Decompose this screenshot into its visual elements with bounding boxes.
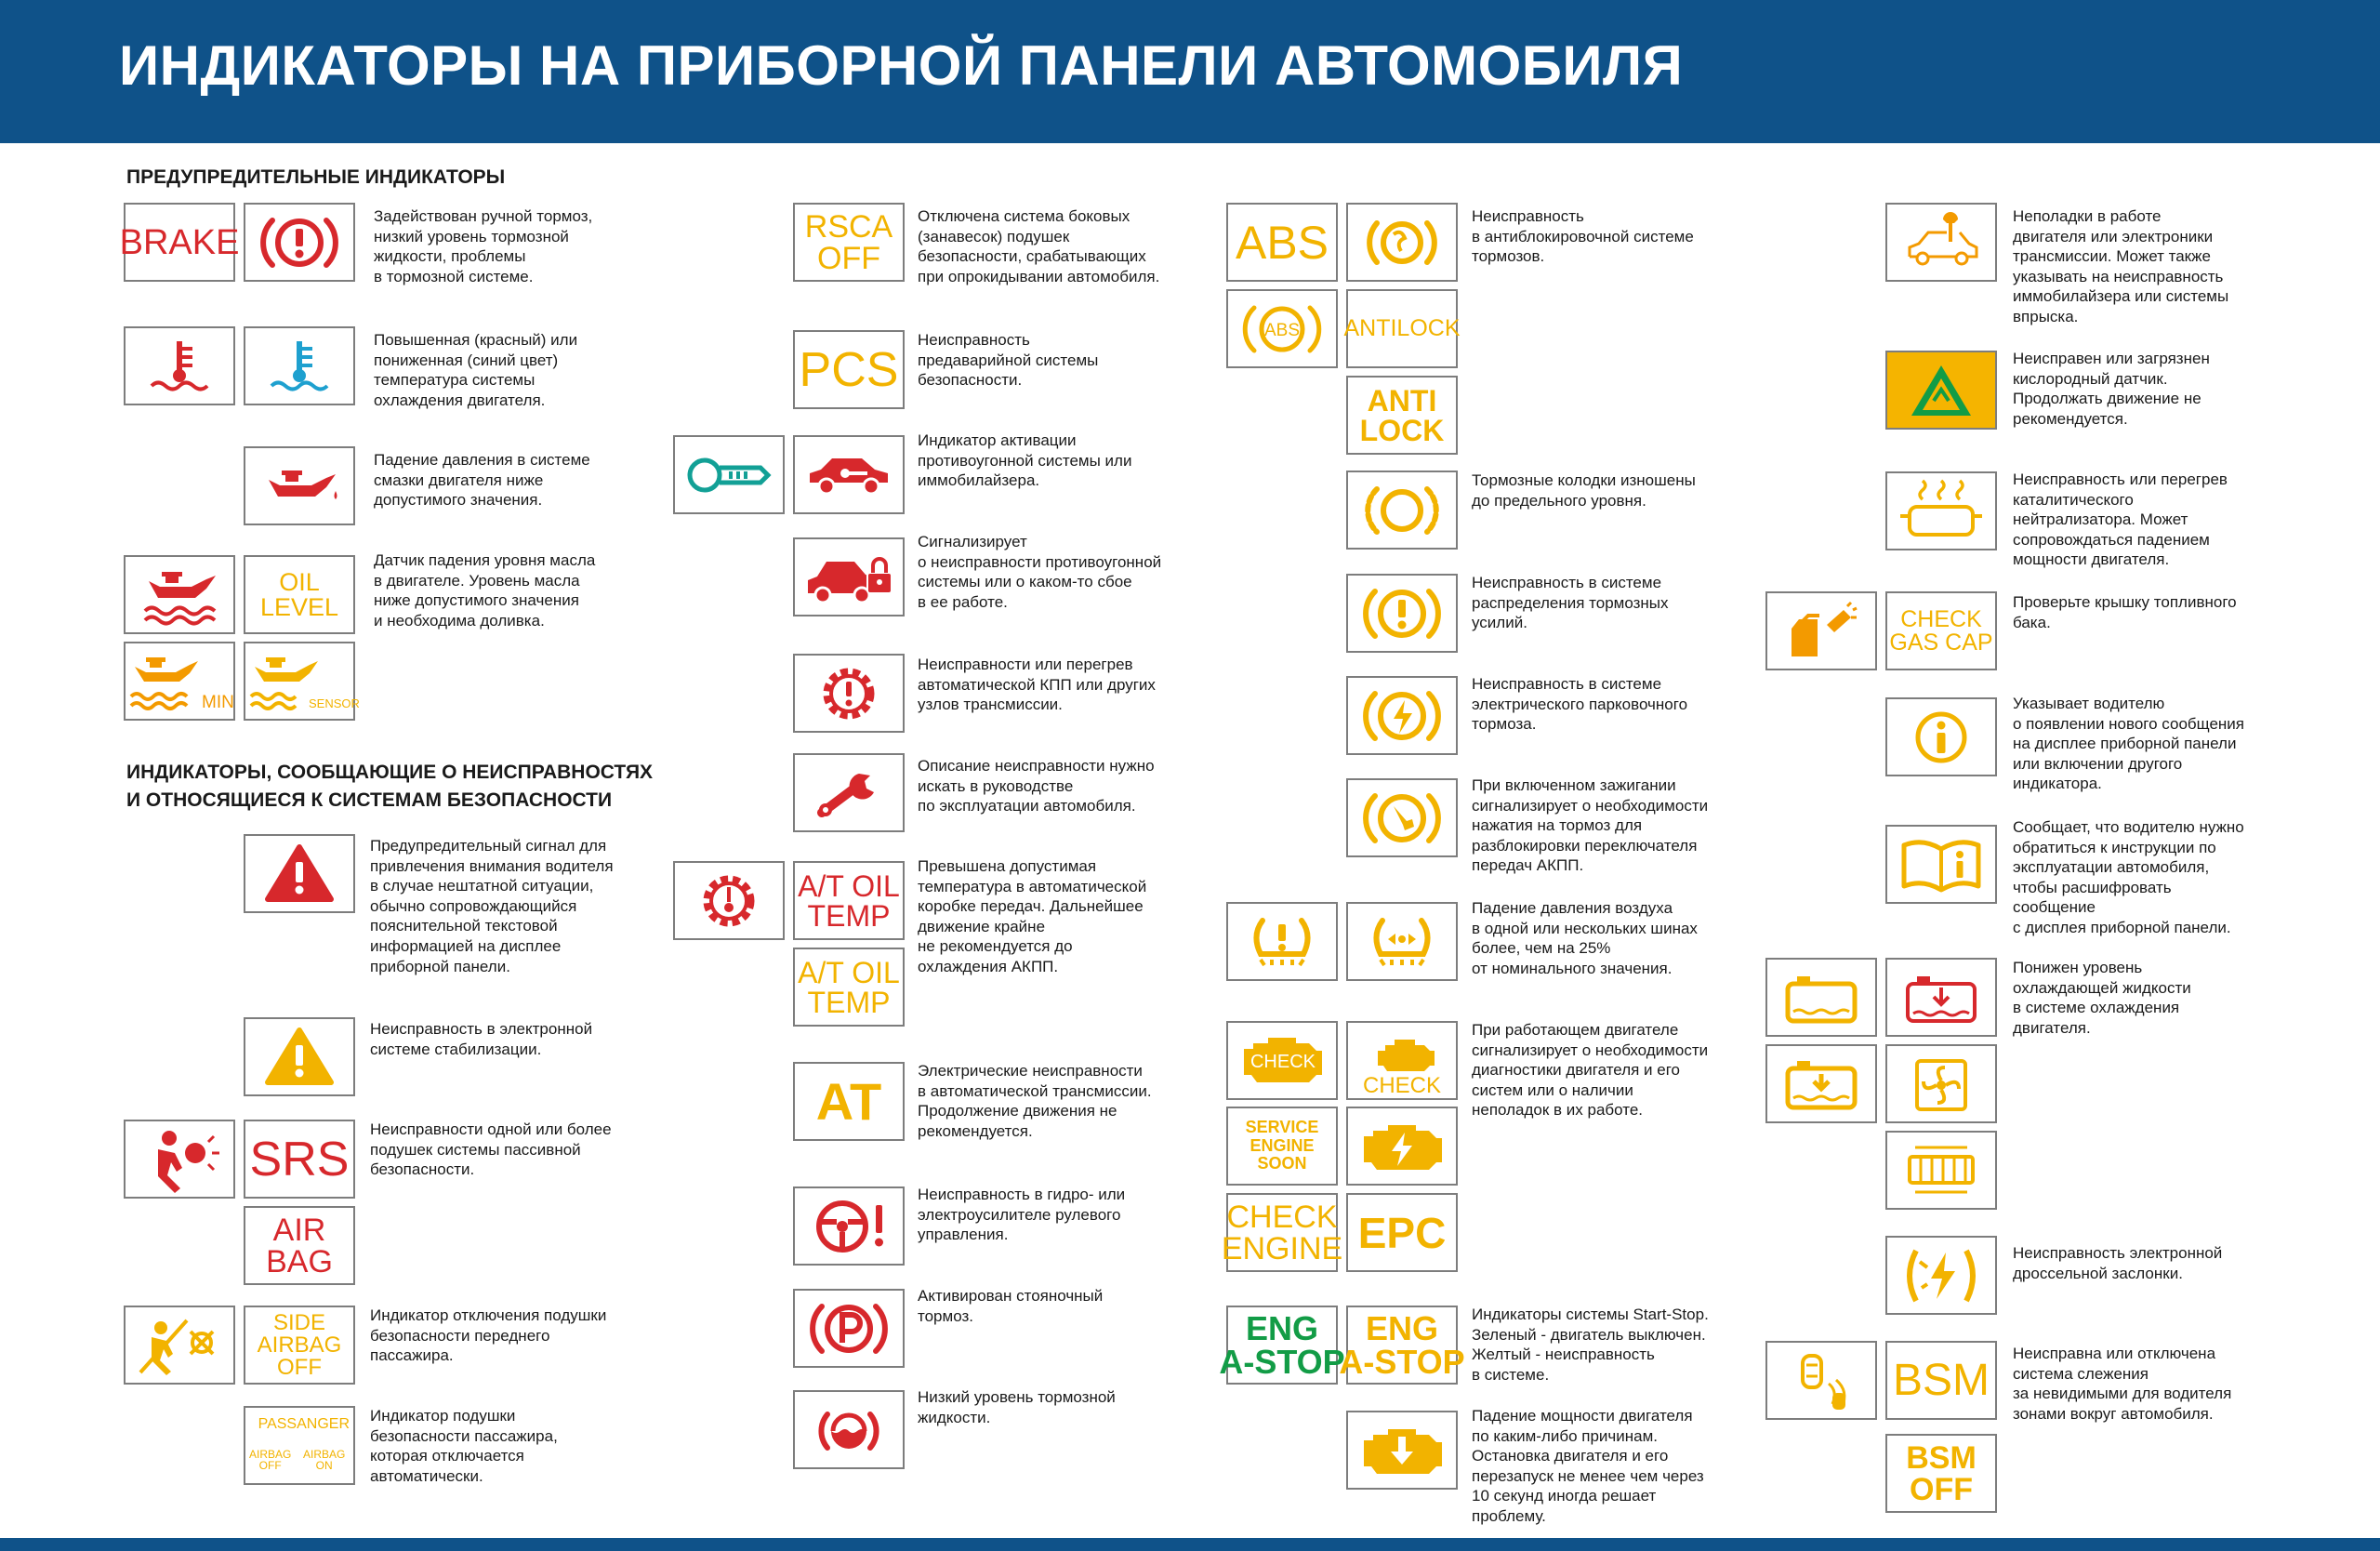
- master-warning-icon: [262, 842, 337, 907]
- srs-label: SRS: [249, 1132, 350, 1186]
- at-label: AT: [815, 1071, 882, 1131]
- desc-info: Указывает водителю о появлении нового сообщения на дисплее приборной панели или включении другого индикатора.: [2013, 695, 2244, 793]
- rsca-off-label: RSCA OFF: [804, 208, 893, 276]
- icon-box-wrench: [793, 753, 905, 832]
- abs-wheel-icon: [1360, 208, 1444, 277]
- airbag-person-icon: [138, 1125, 221, 1194]
- desc-passenger-airbag: Индикатор подушки безопасности пассажира, которая отключается автоматически.: [370, 1407, 558, 1485]
- icon-box-brake-text: [119, 203, 240, 282]
- icon-box-car-key: [793, 435, 905, 514]
- desc-master-warning: Предупредительный сигнал для привлечения внимания водителя в случае нештатной ситуации, обычно сопровождающийся пояснительной текстовой информацией на дисплее приборной панели.: [370, 837, 614, 975]
- steering-warning-icon: [807, 1192, 891, 1261]
- brake-pedal-icon: [1360, 784, 1444, 853]
- icon-box-radiator-fan: [1885, 1044, 1997, 1123]
- icon-box-rsca-off: [793, 203, 905, 282]
- check-engine-filled-icon: [1231, 1027, 1333, 1095]
- epc-label: EPC: [1357, 1208, 1447, 1257]
- icon-box-airbag-off-person: [124, 1306, 235, 1385]
- icon-box-coolant-tank: [1765, 958, 1877, 1037]
- icon-box-catalyst: [1885, 471, 1997, 550]
- icon-box-brake-pads: [1346, 471, 1458, 550]
- radiator-fan-icon: [1895, 1050, 1988, 1119]
- icon-box-oil-level-text: [244, 555, 355, 634]
- desc-alarm: Сигнализирует о неисправности противоугонной системы или о каком-то сбое в ее работе.: [918, 533, 1162, 611]
- icon-box-anti-lock: [1346, 376, 1458, 455]
- tire-pressure-icon: [1240, 908, 1324, 976]
- desc-abs: Неисправность в антиблокировочной системе тормозов.: [1472, 207, 1694, 266]
- airbag-off-icon: [133, 1311, 226, 1380]
- icon-box-parking: [793, 1289, 905, 1368]
- icon-box-abs-sensor: [1346, 203, 1458, 282]
- at-oil-temp-yellow-label: A/T OIL TEMP: [798, 955, 900, 1019]
- desc-transmission: Неисправности или перегрев автоматической КПП или других узлов трансмиссии.: [918, 656, 1156, 714]
- desc-manual: Сообщает, что водителю нужно обратиться к инструкции по эксплуатации автомобиля, чтобы расшифровать сообщение с дисплея приборной панели.: [2013, 818, 2244, 936]
- manual-book-icon: [1897, 830, 1986, 899]
- transmission-gear-icon: [812, 659, 886, 728]
- desc-srs: Неисправности одной или более подушек системы пассивной безопасности.: [370, 1120, 612, 1179]
- icon-box-manual: [1885, 825, 1997, 904]
- oil-level-label: OIL LEVEL: [259, 567, 339, 621]
- catalyst-icon: [1895, 477, 1988, 546]
- brake-fluid-icon: [807, 1396, 891, 1465]
- car-key-icon: [802, 447, 895, 503]
- section-title-faults: ИНДИКАТОРЫ, СООБЩАЮЩИЕ О НЕИСПРАВНОСТЯХ И ОТНОСЯЩИЕСЯ К СИСТЕМАМ БЕЗОПАСНОСТИ: [126, 762, 654, 811]
- desc-immobilizer: Индикатор активации противоугонной системы или иммобилайзера.: [918, 431, 1132, 490]
- icon-box-brake-pedal: [1346, 778, 1458, 857]
- passanger-label: PASSANGER: [258, 1416, 350, 1432]
- icon-box-gear-temp: [673, 861, 785, 940]
- check-engine-outline-icon: [1348, 1023, 1456, 1098]
- icon-box-bsm: [1885, 1341, 1997, 1420]
- coolant-tank-icon: [1775, 963, 1868, 1032]
- icon-box-at-oil-temp-yellow: [793, 948, 905, 1027]
- icon-box-coolant-low: [1765, 1044, 1877, 1123]
- desc-brake-pads: Тормозные колодки изношены до предельного уровня.: [1472, 471, 1696, 510]
- icon-box-abs-circle: [1226, 289, 1338, 368]
- bsm-off-label: BSM OFF: [1906, 1439, 1977, 1507]
- electric-parking-brake-icon: [1360, 682, 1444, 750]
- icon-box-srs: [244, 1120, 355, 1199]
- desc-oil-pressure: Падение давления в системе смазки двигателя ниже допустимого значения.: [374, 451, 590, 510]
- desc-brake-fluid: Низкий уровень тормозной жидкости.: [918, 1388, 1116, 1426]
- icon-box-radiator: [1885, 1131, 1997, 1210]
- desc-engine-electronics: Неполадки в работе двигателя или электроники трансмиссии. Может также указывать на неисправность иммобилайзера или системы впрыска.: [2013, 207, 2229, 325]
- icon-box-car-lock: [793, 537, 905, 616]
- icon-box-tpms-arrows: [1346, 902, 1458, 981]
- abs-label: ABS: [1235, 216, 1329, 269]
- icon-box-coolant-level-red: [1885, 958, 1997, 1037]
- desc-at: Электрические неисправности в автоматической трансмиссии. Продолжение движения не рекомендуется.: [918, 1062, 1152, 1140]
- icon-box-master-warning: [244, 834, 355, 913]
- desc-start-stop: Индикаторы системы Start-Stop. Зеленый - двигатель выключен. Желтый - неисправность в системе.: [1472, 1306, 1709, 1384]
- throttle-icon: [1899, 1241, 1983, 1310]
- desc-oxygen-sensor: Неисправен или загрязнен кислородный датчик. Продолжать движение не рекомендуется.: [2013, 350, 2210, 428]
- icon-box-check-gas-cap: [1885, 591, 1997, 670]
- desc-tpms: Падение давления воздуха в одной или нескольких шинах более, чем на 25% от номинального значения.: [1472, 899, 1698, 977]
- check-engine-label: CHECK ENGINE: [1221, 1199, 1343, 1266]
- desc-at-oil-temp: Превышена допустимая температура в автоматической коробке передач. Дальнейшее движение крайне не рекомендуется до охлаждения АКПП.: [918, 857, 1147, 975]
- desc-gas-cap: Проверьте крышку топливного бака.: [2013, 593, 2237, 631]
- parking-brake-icon: [807, 1294, 891, 1363]
- oil-sensor-icon: [245, 644, 360, 719]
- section-title-warning: ПРЕДУПРЕДИТЕЛЬНЫЕ ИНДИКАТОРЫ: [126, 166, 506, 188]
- check-gas-cap-label: CHECK GAS CAP: [1889, 605, 1993, 656]
- coolant-level-red-icon: [1895, 963, 1988, 1032]
- icon-box-engine-bolt: [1346, 1107, 1458, 1186]
- desc-parking: Активирован стояночный тормоз.: [918, 1287, 1104, 1325]
- eng-a-stop-green-label: ENG A-STOP: [1219, 1308, 1345, 1381]
- desc-coolant-level: Понижен уровень охлаждающей жидкости в системе охлаждения двигателя.: [2013, 959, 2191, 1037]
- desc-check-engine: При работающем двигателе сигнализирует о необходимости диагностики двигателя и его систем или о наличии неполадок в их работе.: [1472, 1021, 1709, 1120]
- check-label: CHECK: [1362, 1073, 1442, 1098]
- sensor-label: SENSOR: [309, 696, 360, 710]
- radiator-icon: [1895, 1136, 1988, 1205]
- icon-box-service-engine: [1226, 1107, 1338, 1186]
- antilock-label: ANTILOCK: [1343, 315, 1461, 341]
- icon-box-bsm-off: [1885, 1434, 1997, 1513]
- icon-box-coolant-red: [124, 326, 235, 405]
- page-title: ИНДИКАТОРЫ НА ПРИБОРНОЙ ПАНЕЛИ АВТОМОБИЛЯ: [119, 34, 1684, 97]
- oil-min-icon: [126, 644, 233, 719]
- brake-warning-icon: [258, 208, 341, 277]
- desc-airbag-off: Индикатор отключения подушки безопасности переднего пассажира.: [370, 1306, 607, 1365]
- desc-coolant-temp: Повышенная (красный) или пониженная (синий цвет) температура системы охлаждения двигателя.: [374, 331, 578, 409]
- icon-box-seatbelt-person: [124, 1120, 235, 1199]
- desc-epb: Неисправность в системе электрического парковочного тормоза.: [1472, 675, 1688, 734]
- icon-box-passanger-airbag: [244, 1406, 355, 1485]
- desc-steering: Неисправность в гидро- или электроусилителе рулевого управления.: [918, 1186, 1126, 1244]
- car-wrench-icon: [1895, 208, 1988, 277]
- service-engine-soon-label: SERVICE ENGINE SOON: [1245, 1117, 1319, 1173]
- eng-a-stop-yellow-label: ENG A-STOP: [1339, 1308, 1465, 1381]
- desc-rsca: Отключена система боковых (занавесок) подушек безопасности, срабатывающих при опрокидывании автомобиля.: [918, 207, 1160, 285]
- coolant-temp-red-icon: [138, 332, 221, 401]
- desc-power-loss: Падение мощности двигателя по каким-либо причинам. Остановка двигателя и его перезапуск не менее чем через 10 секунд иногда решает проблему.: [1472, 1407, 1704, 1525]
- desc-pcs: Неисправность предаварийной системы безопасности.: [918, 331, 1099, 390]
- icon-box-check-engine-text: [1346, 1021, 1458, 1100]
- icon-box-oil-level-can: [124, 555, 235, 634]
- air-bag-label: AIR BAG: [266, 1212, 333, 1279]
- bsm-label: BSM: [1892, 1355, 1990, 1405]
- icon-box-air-bag: [244, 1206, 355, 1285]
- airbag-on-small-label: AIRBAG ON: [303, 1448, 346, 1472]
- oil-pressure-icon: [256, 452, 343, 521]
- desc-brake-pedal: При включенном зажигании сигнализирует о необходимости нажатия на тормоз для разблокировки переключателя передач АКПП.: [1472, 776, 1709, 875]
- desc-catalyst: Неисправность или перегрев каталитического нейтрализатора. Может сопровождаться падением мощности двигателя.: [2013, 471, 2228, 569]
- engine-bolt-icon: [1351, 1112, 1453, 1181]
- page-header: [0, 0, 2380, 143]
- desc-brake: Задействован ручной тормоз, низкий уровень тормозной жидкости, проблемы в тормозной системе.: [374, 207, 593, 285]
- brake-label: BRAKE: [119, 222, 240, 262]
- page-footer: [0, 1538, 2380, 1551]
- icon-box-gear-warning: [793, 654, 905, 733]
- icon-box-antilock: [1343, 289, 1461, 368]
- icon-box-steering: [793, 1186, 905, 1266]
- transmission-temp-icon: [692, 867, 766, 935]
- icon-box-oxygen-sensor: [1885, 351, 1997, 430]
- desc-stability: Неисправность в электронной системе стабилизации.: [370, 1020, 593, 1058]
- anti-lock-label: ANTI LOCK: [1359, 383, 1445, 447]
- icon-box-power-loss: [1346, 1411, 1458, 1490]
- icon-box-bsm-cars: [1765, 1341, 1877, 1420]
- icon-box-coolant-blue: [244, 326, 355, 405]
- coolant-temp-blue-icon: [258, 332, 341, 401]
- pcs-label: PCS: [799, 342, 899, 397]
- icon-box-eng-a-stop-yellow: [1339, 1306, 1465, 1385]
- tire-pressure-arrows-icon: [1360, 908, 1444, 976]
- abs-small-label: ABS: [1263, 320, 1301, 340]
- icon-box-tpms: [1226, 902, 1338, 981]
- brake-pads-icon: [1360, 476, 1444, 545]
- min-label: MIN: [202, 692, 234, 712]
- at-oil-temp-red-label: A/T OIL TEMP: [798, 868, 900, 933]
- icon-box-key: [673, 435, 785, 514]
- desc-brake-distribution: Неисправность в системе распределения тормозных усилий.: [1472, 574, 1669, 632]
- fuel-cap-icon: [1775, 597, 1868, 666]
- icon-box-stability: [244, 1017, 355, 1096]
- blind-spot-icon: [1775, 1346, 1868, 1415]
- airbag-off-small-label: AIRBAG OFF: [249, 1448, 292, 1472]
- desc-oil-level: Датчик падения уровня масла в двигателе. Уровень масла ниже допустимого значения и необходима доливка.: [374, 551, 596, 630]
- car-lock-icon: [802, 545, 895, 610]
- oxygen-sensor-icon: [1904, 358, 1978, 423]
- desc-bsm: Неисправна или отключена система слежения за невидимыми для водителя зонами вокруг автомобиля.: [2013, 1345, 2232, 1423]
- icon-box-oil-pressure: [244, 446, 355, 525]
- icon-box-brake-distribution: [1346, 574, 1458, 653]
- icon-box-oil-min: [124, 642, 235, 721]
- check-filled-label: CHECK: [1250, 1051, 1316, 1072]
- info-icon: [1904, 703, 1978, 772]
- icon-box-side-airbag-off: [244, 1306, 355, 1385]
- abs-circle-icon: [1236, 295, 1329, 364]
- icon-box-fuel-nozzle: [1765, 591, 1877, 670]
- stability-warning-icon: [262, 1025, 337, 1090]
- icon-box-engine-electronics: [1885, 203, 1997, 282]
- icon-box-brake-circle: [244, 203, 355, 282]
- key-icon: [682, 447, 775, 503]
- side-airbag-off-label: SIDE AIRBAG OFF: [257, 1309, 342, 1380]
- brake-distribution-icon: [1360, 579, 1444, 648]
- engine-power-loss-icon: [1351, 1416, 1453, 1485]
- oil-level-icon: [136, 561, 223, 630]
- icon-box-throttle: [1885, 1236, 1997, 1315]
- desc-throttle: Неисправность электронной дроссельной заслонки.: [2013, 1244, 2223, 1282]
- icon-box-at-oil-temp-red: [793, 861, 905, 940]
- icon-box-at: [793, 1062, 905, 1141]
- icon-box-oil-sensor: [244, 642, 360, 721]
- icon-box-abs: [1226, 203, 1338, 282]
- coolant-low-icon: [1775, 1050, 1868, 1119]
- icon-box-pcs: [793, 330, 905, 409]
- icon-box-check-engine-text2: [1221, 1193, 1343, 1272]
- icon-box-check-engine-filled: [1226, 1021, 1338, 1100]
- icon-box-brake-fluid: [793, 1390, 905, 1469]
- desc-wrench: Описание неисправности нужно искать в руководстве по эксплуатации автомобиля.: [918, 757, 1155, 815]
- icon-box-epc: [1346, 1193, 1458, 1272]
- wrench-icon: [807, 761, 891, 826]
- icon-box-info: [1885, 697, 1997, 776]
- icon-box-eng-a-stop-green: [1219, 1306, 1345, 1385]
- icon-box-epb: [1346, 676, 1458, 755]
